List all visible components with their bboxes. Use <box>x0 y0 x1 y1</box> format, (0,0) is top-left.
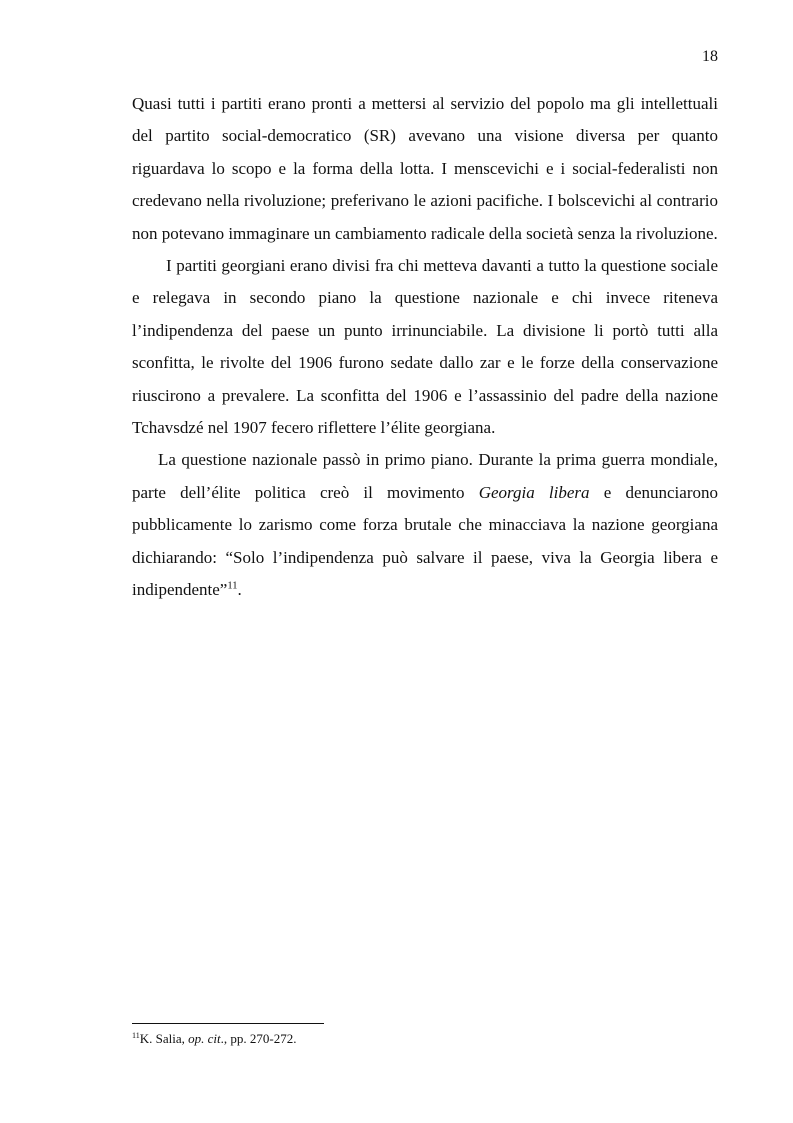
footnote-author: K. Salia, <box>139 1031 189 1046</box>
footnote <box>132 1030 718 1048</box>
body-text <box>132 88 718 607</box>
footnote-pages: ., pp. 270-272. <box>220 1031 297 1046</box>
paragraph-2: I partiti georgiani erano divisi fra chi metteva davanti a tutto la questione sociale e relegava in secondo piano la questione nazionale e chi invece riteneva l’indipendenza del paese un punto irrinunciabile. La divisione li portò tutti alla sconfitta, le rivolte del 1906 furono sedate dallo zar e le forze della conservazione riuscirono a prevalere. La sconfitta del 1906 e l’assassinio del padre della nazione Tchavsdzé nel 1907 fecero riflettere l’élite georgiana. <box>132 256 718 438</box>
paragraph-3-text-rest: e denunciarono pubblicamente lo zarismo come forza brutale che minacciava la nazione georgiana dichiarando: “Solo l’indipendenza può salvare il paese, viva la Georgia libera e indipendente” <box>132 482 718 600</box>
footnote-reference: 11 <box>227 580 238 592</box>
footnote-marker: 11 <box>132 1031 140 1041</box>
paragraph-3-end: . <box>237 580 242 600</box>
paragraph-3 <box>132 444 718 606</box>
paragraph-1: Quasi tutti i partiti erano pronti a mettersi al servizio del popolo ma gli intellettuali del partito social-democratico (SR) avevano una visione diversa per quanto riguardava lo scopo e la forma della lotta. I menscevichi e i social-federalisti non credevano nella rivoluzione; preferivano le azioni pacifiche. I bolscevichi al contrario non potevano immaginare un cambiamento radicale della società senza la rivoluzione. <box>132 94 718 243</box>
movement-name: Georgia libera <box>478 482 590 502</box>
footnote-citation: op. cit <box>188 1031 221 1046</box>
paragraph-3-text-start: La questione nazionale passò in primo piano. Durante la prima guerra mondiale, parte dell’élite politica creò il movimento <box>132 450 718 502</box>
footnote-divider <box>132 1023 324 1024</box>
page-number: 18 <box>702 48 718 65</box>
